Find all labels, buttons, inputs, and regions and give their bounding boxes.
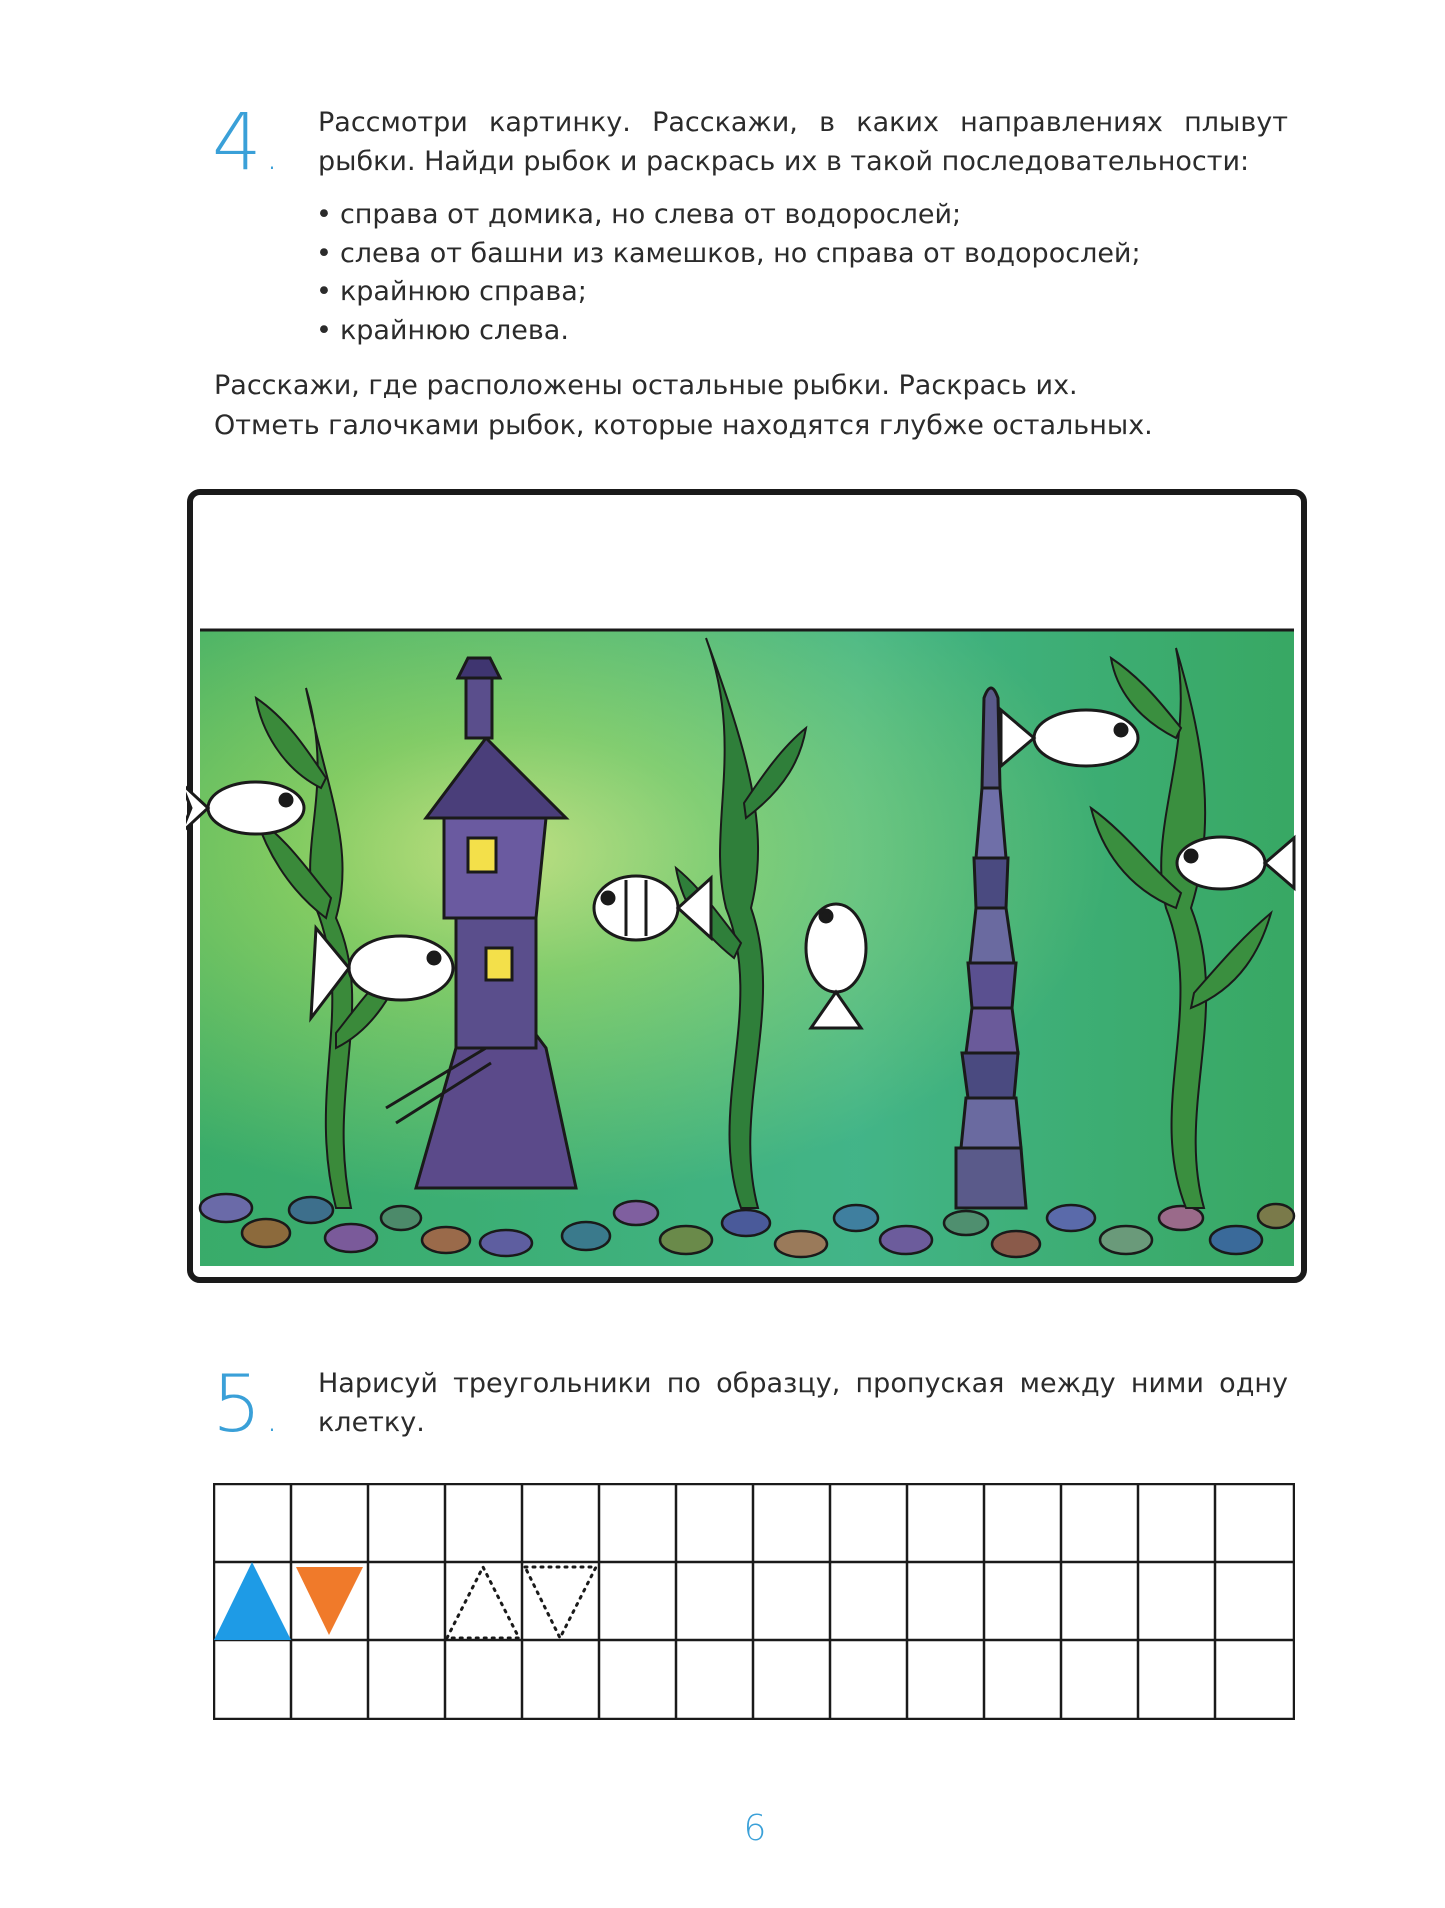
page-number: 6 [743,1808,767,1849]
triangle-grid [213,1483,1295,1720]
aquarium-illustration [186,488,1308,1284]
task-4-intro: Рассмотри картинку. Расскажи, в каких направлениях плывут рыбки. Найди рыбок и раскрась их в такой последовательности: [318,107,1288,177]
bullet-item: • справа от домика, но слева от водорослей; [316,196,1141,235]
task-5-number: 5 . [212,1360,279,1450]
bullet-item: • слева от башни из камешков, но справа от водорослей; [316,235,1141,274]
task-5-text: Нарисуй треугольники по образцу, пропуская между ними одну клетку. [318,1368,1288,1438]
task-4-outro-2: Отметь галочками рыбок, которые находятся глубже остальных. [214,410,1153,441]
bullet-item: • крайнюю справа; [316,273,1141,312]
task-4-bullet-list [316,196,1141,350]
task-4-outro-1: Расскажи, где расположены остальные рыбки. Раскрась их. [214,370,1078,401]
bullet-item: • крайнюю слева. [316,312,1141,351]
task-4-number: 4 . [212,98,279,188]
